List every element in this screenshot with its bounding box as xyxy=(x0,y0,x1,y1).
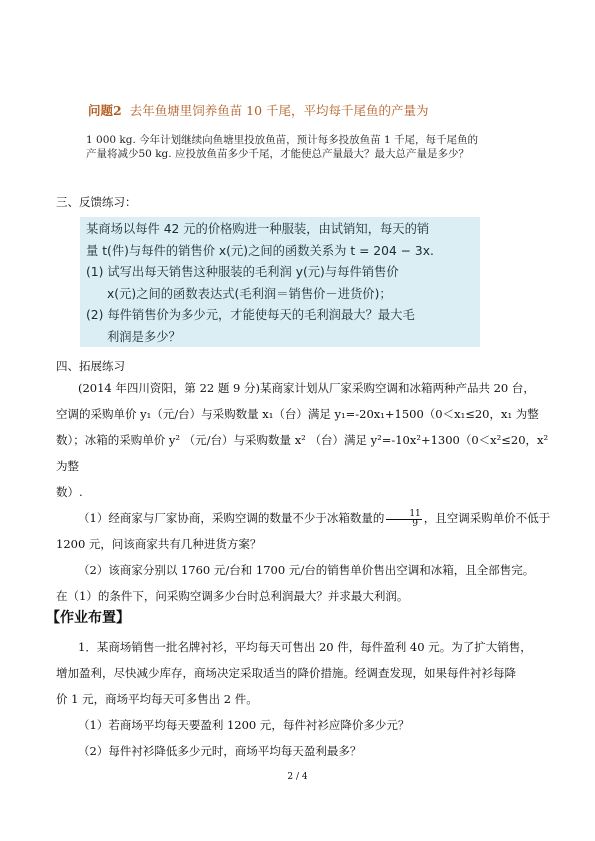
section4-heading: 四、拓展练习 xyxy=(56,359,125,373)
problem2-heading xyxy=(88,101,429,119)
homework-title: 【作业布置】 xyxy=(46,610,130,626)
fraction-numerator: 11 xyxy=(386,510,421,520)
feedback-line: 量 t(件)与每件的销售价 x(元)之间的函数关系为 t = 204 − 3x. xyxy=(86,243,434,258)
homework-line: 1．某商场销售一批名牌衬衫，平均每天可售出 20 件，每件盈利 40 元。为了扩大销售， xyxy=(78,640,532,654)
feedback-box xyxy=(80,217,480,347)
fraction xyxy=(386,510,421,529)
problem2-title: 去年鱼塘里饲养鱼苗 10 千尾，平均每千尾鱼的产量为 xyxy=(129,103,429,118)
ext-intro-line: 空调的采购单价 y₁（元/台）与采购数量 x₁（台）满足 y₁=-20x₁+1500（0＜x₁≤20，x₁ 为整 xyxy=(56,407,539,421)
homework-question: （2）每件衬衫降低多少元时，商场平均每天盈利最多？ xyxy=(78,744,362,758)
homework-line: 价 1 元，商场平均每天可多售出 2 件。 xyxy=(56,692,258,706)
section3-heading: 三、反馈练习： xyxy=(56,195,137,209)
homework-question: （1）若商场平均每天要盈利 1200 元，每件衬衫应降价多少元？ xyxy=(78,718,410,732)
problem2-label: 问题2 xyxy=(88,103,122,118)
page-number: 2 / 4 xyxy=(287,772,308,782)
fraction-denominator: 9 xyxy=(412,518,418,529)
ext-intro-line: (2014 年四川资阳，第 22 题 9 分)某商家计划从厂家采购空调和冰箱两种产品共 20 台， xyxy=(78,381,535,395)
ext-q2-line: 在（1）的条件下，问采购空调多少台时总利润最大？并求最大利润。 xyxy=(56,589,409,603)
ext-intro-line: 数）；冰箱的采购单价 y² （元/台）与采购数量 x² （台）满足 y²=-10x²+1300（0＜x²≤20，x²为整 xyxy=(56,433,549,473)
feedback-line: (2) 每件销售价为多少元，才能使每天的毛利润最大？最大毛 xyxy=(86,308,415,322)
ext-intro-line: 数）. xyxy=(56,485,83,499)
ext-q1-line xyxy=(56,505,556,531)
ext-q1-line: 1200 元，问该商家共有几种进货方案？ xyxy=(56,537,262,551)
feedback-line: 利润是多少？ xyxy=(107,329,181,344)
ext-q1-text: ，且空调采购单价不低于 xyxy=(423,511,551,525)
extension-problem xyxy=(56,375,556,609)
ext-q1-text: （1）经商家与厂家协商，采购空调的数量不少于冰箱数量的 xyxy=(78,511,385,525)
feedback-line: x(元)之间的函数表达式(毛利润＝销售价－进货价)； xyxy=(107,286,392,301)
homework-line: 增加盈利，尽快减少库存，商场决定采取适当的降价措施。经调查发现，如果每件衬衫每降 xyxy=(56,666,516,680)
homework-problem xyxy=(56,634,556,764)
feedback-line: 某商场以每件 42 元的价格购进一种服装，由试销知，每天的销 xyxy=(86,222,430,236)
problem2-body: 1 000 kg. 今年计划继续向鱼塘里投放鱼苗，预计每多投放鱼苗 1 千尾，每千尾鱼的产量将减少50 kg. 应投放鱼苗多少千尾，才能使总产量最大？最大总产量是多少？ xyxy=(86,134,479,160)
feedback-line: (1) 试写出每天销售这种服装的毛利润 y(元)与每件销售价 xyxy=(86,265,399,279)
ext-q2-line: （2）该商家分别以 1760 元/台和 1700 元/台的销售单价售出空调和冰箱，且全部售完。 xyxy=(78,563,535,577)
